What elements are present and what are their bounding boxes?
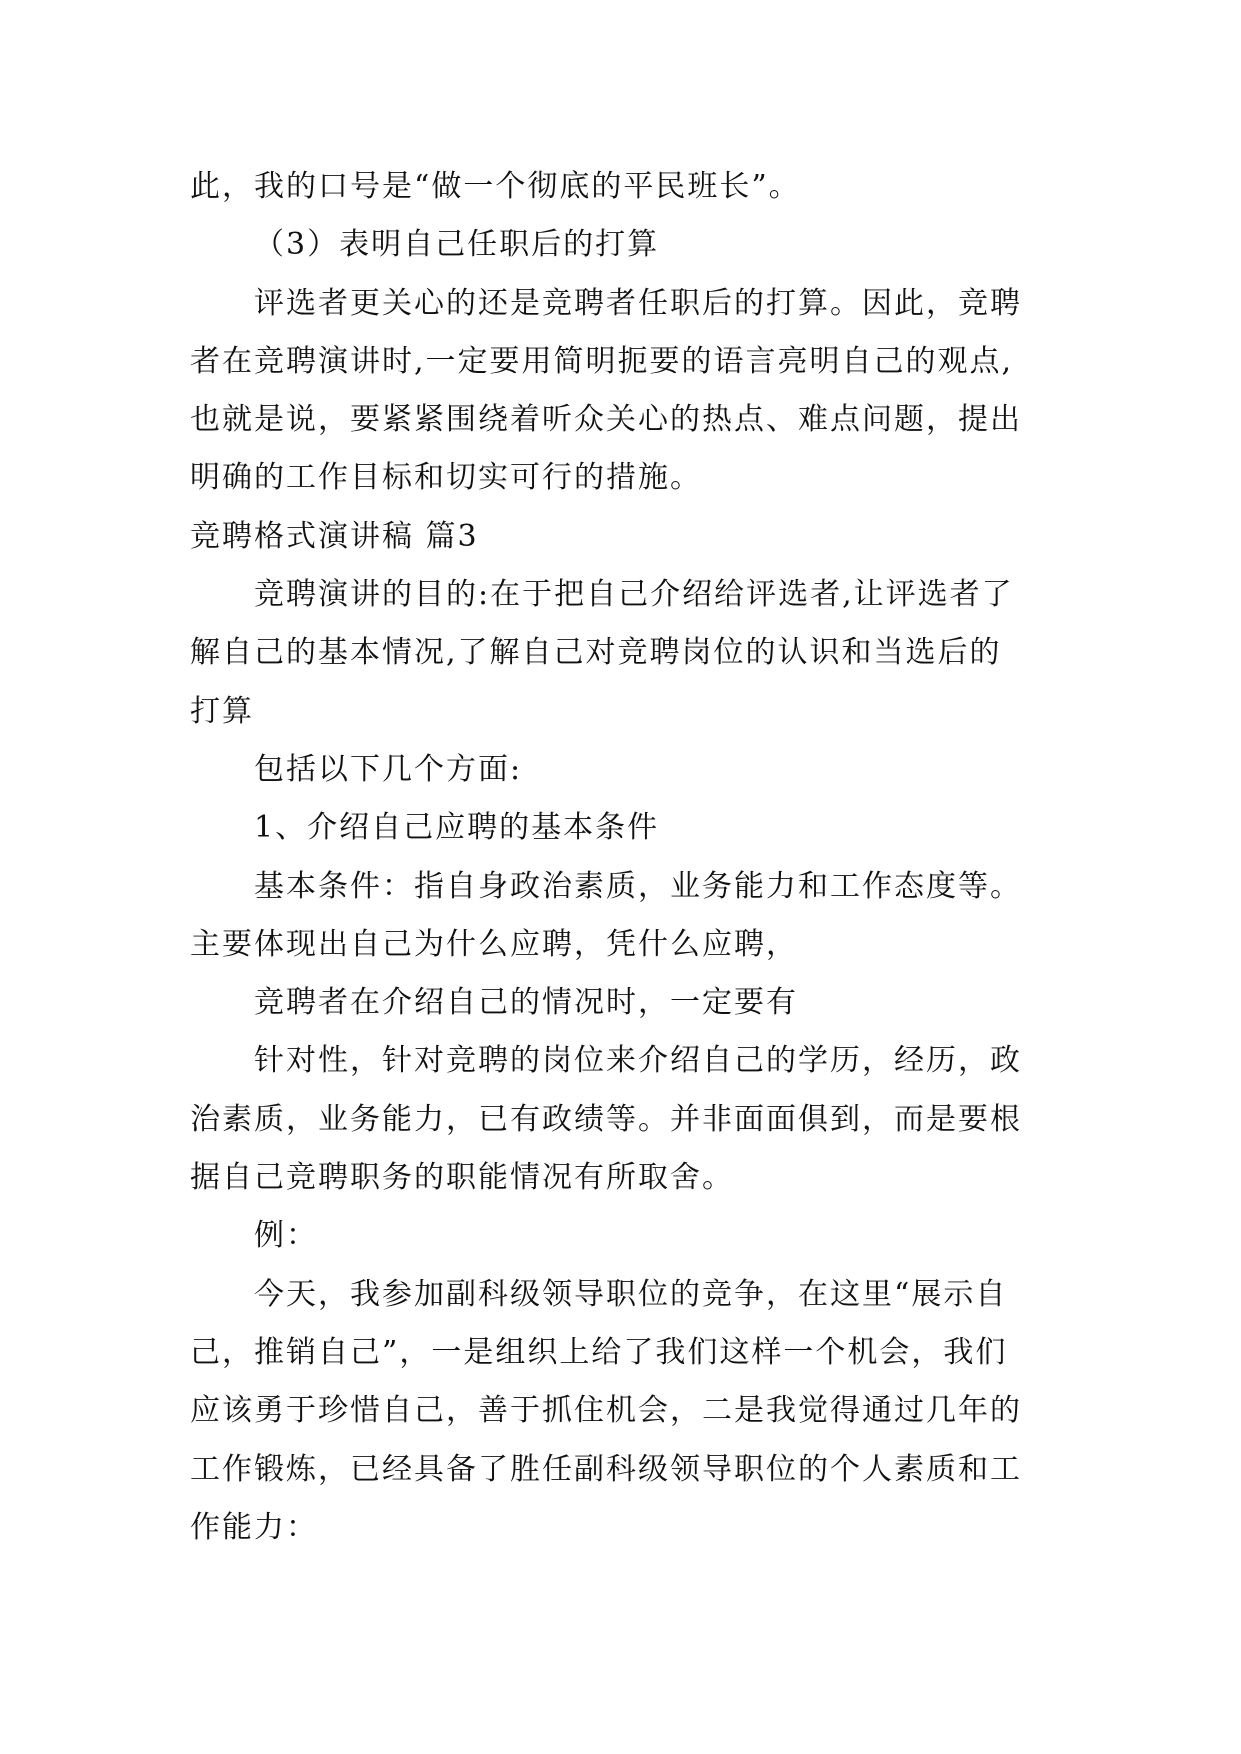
text-line-12: 1、介绍自己应聘的基本条件 bbox=[254, 810, 660, 846]
text-line-2: （3）表明自己任职后的打算 bbox=[254, 227, 660, 263]
text-line-14: 主要体现出自己为什么应聘，凭什么应聘， bbox=[190, 926, 798, 962]
text-line-10: 打算 bbox=[190, 693, 254, 729]
text-line-6: 明确的工作目标和切实可行的措施。 bbox=[190, 460, 702, 496]
text-line-15: 竞聘者在介绍自己的情况时，一定要有 bbox=[254, 985, 798, 1021]
text-line-16: 针对性，针对竞聘的岗位来介绍自己的学历，经历，政 bbox=[254, 1043, 1022, 1079]
text-line-5: 也就是说，要紧紧围绕着听众关心的热点、难点问题，提出 bbox=[190, 402, 1022, 438]
text-line-24: 作能力： bbox=[190, 1509, 318, 1545]
text-line-9: 解自己的基本情况,了解自己对竞聘岗位的认识和当选后的 bbox=[190, 635, 1002, 671]
text-line-1: 此，我的口号是“做一个彻底的平民班长”。 bbox=[190, 169, 801, 204]
section-heading: 竞聘格式演讲稿 篇3 bbox=[190, 518, 479, 554]
text-line-8: 竞聘演讲的目的:在于把自己介绍给评选者,让评选者了 bbox=[254, 577, 1014, 613]
text-line-13: 基本条件：指自身政治素质，业务能力和工作态度等。 bbox=[254, 868, 1022, 904]
text-line-21: 己，推销自己”，一是组织上给了我们这样一个机会，我们 bbox=[190, 1334, 1008, 1370]
document-body bbox=[190, 158, 1090, 1557]
text-line-11: 包括以下几个方面: bbox=[254, 751, 523, 787]
text-line-17: 治素质，业务能力，已有政绩等。并非面面俱到，而是要根 bbox=[190, 1101, 1022, 1137]
text-line-23: 工作锻炼，已经具备了胜任副科级领导职位的个人素质和工 bbox=[190, 1451, 1022, 1487]
text-line-18: 据自己竞聘职务的职能情况有所取舍。 bbox=[190, 1160, 734, 1196]
text-line-3: 评选者更关心的还是竞聘者任职后的打算。因此，竞聘 bbox=[254, 285, 1022, 321]
text-line-4: 者在竞聘演讲时,一定要用简明扼要的语言亮明自己的观点, bbox=[190, 343, 1014, 379]
text-line-22: 应该勇于珍惜自己，善于抓住机会，二是我觉得通过几年的 bbox=[190, 1393, 1022, 1429]
text-line-19: 例： bbox=[254, 1218, 318, 1254]
text-line-20: 今天，我参加副科级领导职位的竞争，在这里“展示自 bbox=[254, 1276, 1008, 1312]
